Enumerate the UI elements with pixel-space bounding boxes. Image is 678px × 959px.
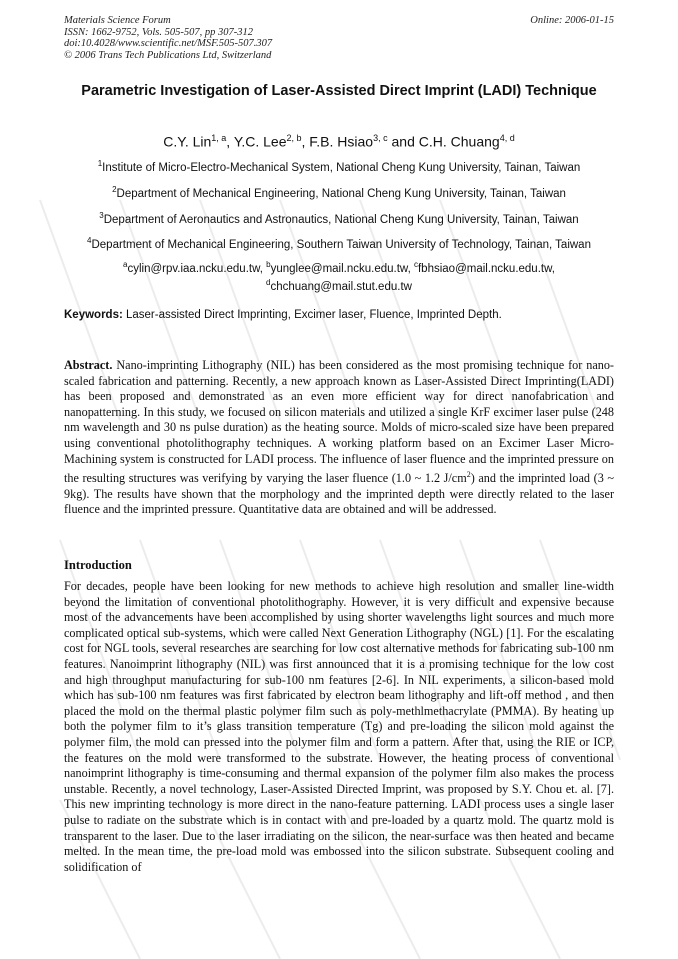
affiliation-mark: 4	[87, 236, 92, 246]
author-name: Y.C. Lee	[233, 133, 287, 150]
section-heading-introduction: Introduction	[64, 558, 132, 572]
author-name: C.H. Chuang	[418, 133, 500, 150]
affiliation-mark: 3	[99, 210, 104, 220]
keywords-text: Laser-assisted Direct Imprinting, Excimer laser, Fluence, Imprinted Depth.	[122, 309, 502, 321]
abstract-superscript: 2	[466, 470, 471, 480]
author-list	[64, 128, 614, 152]
email-address[interactable]: fbhsiao@mail.ncku.edu.tw,	[417, 262, 555, 275]
affiliation-mark: 1	[97, 159, 103, 168]
author-separator: ,	[226, 133, 234, 150]
affiliation-text: Department of Mechanical Engineering, National Cheng Kung University, Tainan, Taiwan	[116, 187, 566, 200]
doi-line: doi:10.4028/www.scientific.net/MSF.505-507.307	[64, 38, 273, 49]
abstract-label: Abstract.	[64, 358, 113, 372]
author-affil-mark: 3, c	[373, 133, 388, 143]
author-affil-mark: 4, d	[499, 133, 515, 143]
author-affil-mark: 2, b	[286, 133, 302, 143]
paper-title: Parametric Investigation of Laser-Assisted Direct Imprint (LADI) Technique	[81, 83, 597, 99]
email-mark: d	[266, 277, 271, 287]
affiliation-text: Institute of Micro-Electro-Mechanical System, National Cheng Kung University, Tainan, Taiwan	[102, 161, 581, 174]
email-mark: a	[123, 260, 128, 269]
abstract-text: Nano-imprinting Lithography (NIL) has been considered as the most promising technique for nano-scaled fabrication and patterning. Recently, a new approach known as Laser-Assisted Direct Imprinting(LADI) has been proposed and demonstrated as an even more efficient way for direct nanofabrication and nanopatterning. In this study, we focused on silicon materials and utilized a single KrF excimer laser pulse (248 nm wavelength and 30 ns pulse duration) as the heating source. Molds of micro-scaled size have been prepared using conventional photolithography techniques. A working platform based on an Excimer Laser Micro-Machining system is constructed for LADI process. The influence of laser fluence and the imprinted pressure on the resulting structures was verifying by varying the laser fluence (1.0 ~ 1.2 J/cm	[64, 358, 614, 486]
affiliation	[64, 156, 614, 176]
author-affil-mark: 1, a	[211, 133, 227, 143]
abstract	[64, 358, 614, 518]
affiliation-text: Department of Mechanical Engineering, Southern Taiwan University of Technology, Tainan, Taiwan	[91, 239, 591, 252]
affiliation-list	[64, 156, 614, 259]
email-address[interactable]: chchuang@mail.stut.edu.tw	[270, 280, 412, 293]
email-list	[64, 258, 614, 294]
keywords-label: Keywords:	[64, 309, 123, 321]
email-address[interactable]: yunglee@mail.ncku.edu.tw,	[270, 262, 414, 275]
author-name: C.Y. Lin	[163, 133, 212, 150]
keywords	[64, 308, 614, 323]
affiliation	[64, 233, 614, 253]
online-date: Online: 2006-01-15	[530, 15, 614, 26]
copyright-line: © 2006 Trans Tech Publications Ltd, Switzerland	[64, 49, 272, 61]
affiliation-mark: 2	[112, 184, 117, 194]
author-separator: and	[387, 133, 419, 150]
abstract-text-cont: ) and the imprinted load (3 ~ 9kg). The results have shown that the morphology and the imprinted depth were directly related to the laser fluence and the imprinted pressure. Quantitative data are obtained and will be addressed.	[64, 471, 614, 517]
introduction-body: For decades, people have been looking for new methods to achieve high resolution and smaller line-width beyond the limitation of conventional photolithography. However, it is very difficult and expensive because most of the advancements have been accomplished by using shorter wavelengths light sources and much more complicated optical sub-systems, which were called Next Generation Lithography (NGL) [1]. For the escalating cost for NGL tools, several researches are searching for low cost alternative methods for fabricating sub-100 nm features. Nanoimprint lithography (NIL) was first announced that it is a promising technique for the low cost and high throughput manufacturing for sub-100 nm features [2-6]. In NIL experiments, a silicon-based mold which has sub-100 nm features was first fabricated by electron beam lithography and lift-off method , and then placed the mold on the thermal plastic polymer film such as poly-methlmethacrylate (PMMA). By heating up both the polymer film to it’s glass transition temperature (Tg) and pre-loading the silicon mold against the polymer film, the mold can pressed into the polymer film and form a pattern. After that, using the RIE or ICP, the features on the mold were transformed to the substrate. However, the heating process of conventional nanoimprint lithography is time-consuming and thermal expansion of the polymer film also makes the process unstable. Recently, a novel technology, Laser-Assisted Directed Imprint, was proposed by S.Y. Chou et. al. [7]. This new imprinting technology is more direct in the nano-feature patterning. LADI process uses a single laser pulse to radiate on the substrate which is in contact with and pre-loaded by a quartz mold. The quartz mold is transparent to the laser. Due to the laser irradiating on the silicon, the near-surface was then heated and became melted. In the mean time, the pre-load mold was embossed into the silicon substrate. Subsequent cooling and solidification of	[64, 579, 614, 874]
journal-header	[64, 15, 272, 61]
affiliation	[64, 182, 614, 202]
author-separator: ,	[301, 133, 310, 150]
affiliation	[64, 208, 614, 228]
journal-name: Materials Science Forum	[64, 15, 171, 26]
email-mark: b	[266, 260, 271, 269]
affiliation-text: Department of Aeronautics and Astronautics, National Cheng Kung University, Tainan, Taiwan	[103, 213, 579, 226]
author-name: F.B. Hsiao	[309, 133, 374, 150]
email-mark: c	[413, 260, 418, 269]
issn-line: ISSN: 1662-9752, Vols. 505-507, pp 307-312	[64, 26, 253, 38]
email-address[interactable]: cylin@rpv.iaa.ncku.edu.tw,	[127, 262, 267, 275]
